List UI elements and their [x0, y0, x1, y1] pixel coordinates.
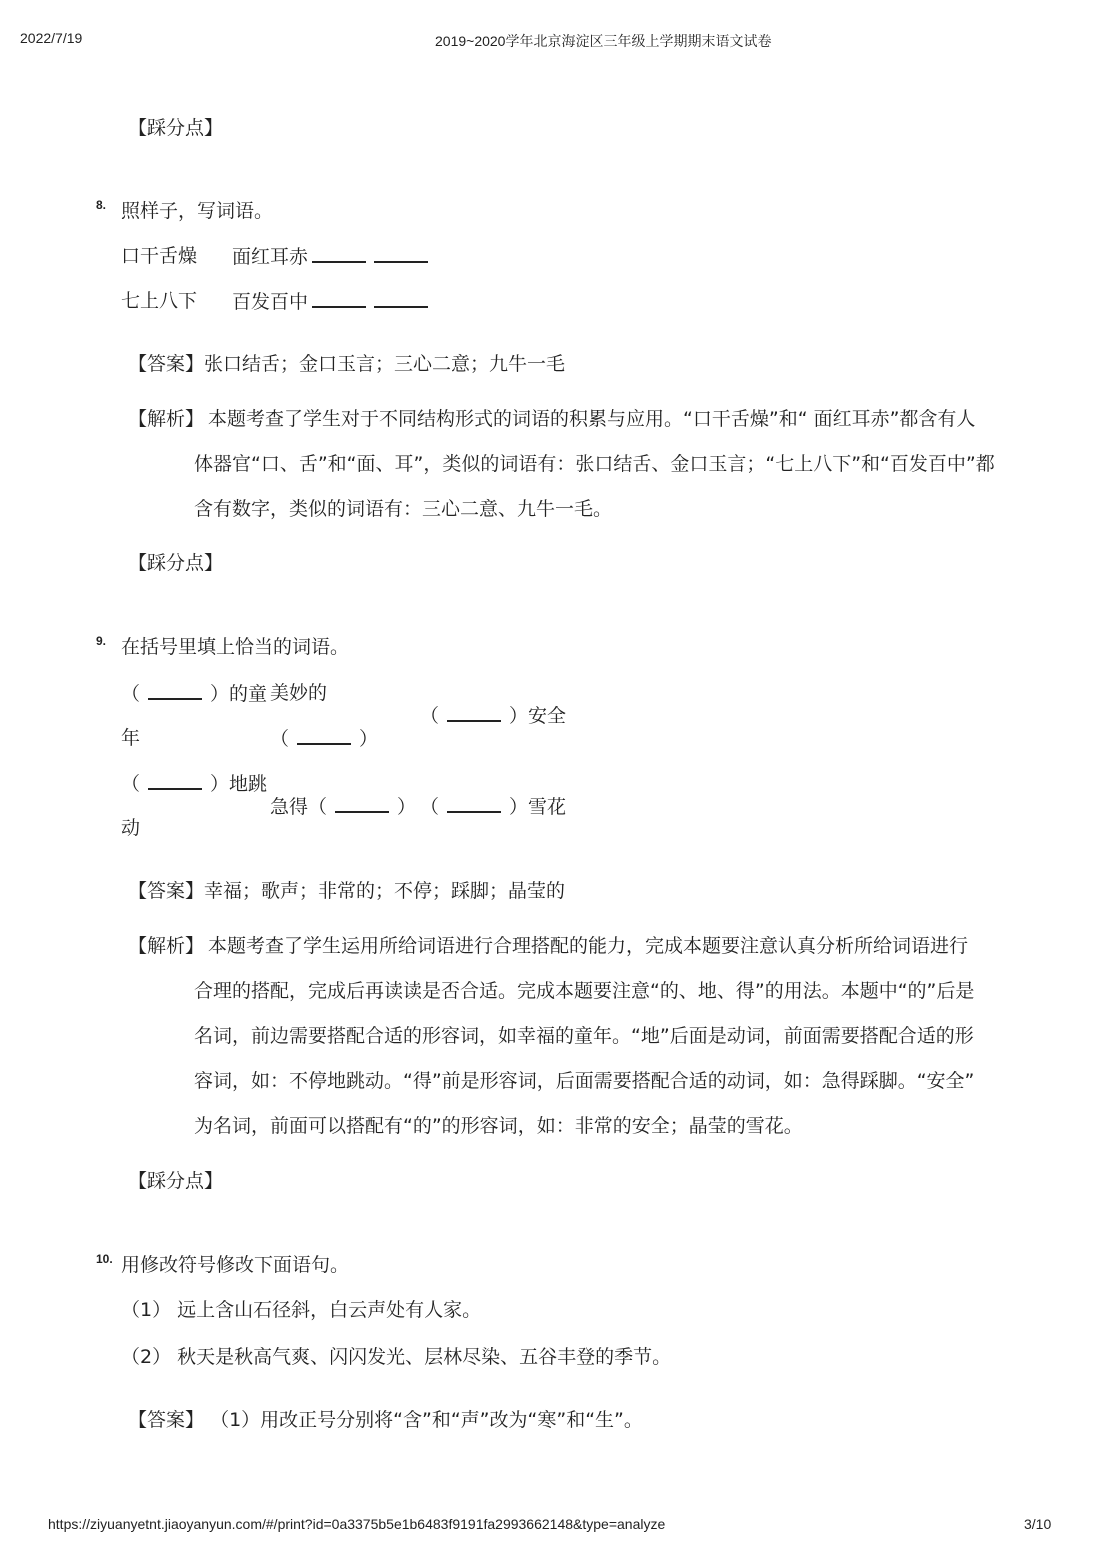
answer-row [128, 878, 565, 904]
page-url: https://ziyuanyetnt.jiaoyanyun.com/#/print?id=0a3375b5e1b6483f9191fa2993662148&type=analyze [48, 1516, 666, 1532]
analysis-line: 本题考查了学生对于不同结构形式的词语的积累与应用。“口干舌燥”和“ 面红耳赤”都含有人 [208, 408, 976, 430]
analysis-label: 【解析】 [128, 408, 205, 430]
fill-item-text: ）雪花 [509, 796, 567, 818]
sub-question-text: 秋天是秋高气爽、闪闪发光、层林尽染、五谷丰登的季节。 [177, 1346, 672, 1368]
fill-item [121, 680, 267, 707]
fill-item-wrap: 动 [121, 817, 141, 839]
question-prompt: 照样子，写词语。 [121, 200, 274, 222]
answer-blank[interactable] [374, 288, 428, 308]
given-word-text: 面红耳赤 [232, 246, 309, 268]
analysis-line: 为名词，前面可以搭配有“的”的形容词，如：非常的安全；晶莹的雪花。 [194, 1115, 803, 1137]
answer-blank[interactable] [335, 793, 389, 813]
answer-blank[interactable] [312, 288, 366, 308]
analysis-line: 含有数字，类似的词语有：三心二意、九牛一毛。 [194, 498, 613, 520]
fill-item-text: ）安全 [509, 705, 567, 727]
answer-text: 用改正号分别将“含”和“声”改为“寒”和“生”。 [260, 1409, 643, 1431]
fill-item-text: 美妙的 [270, 682, 328, 704]
answer-blank[interactable] [148, 680, 202, 700]
page-number: 3/10 [1024, 1516, 1052, 1532]
sub-question [121, 1344, 671, 1370]
score-point-label: 【踩分点】 [128, 552, 224, 574]
fill-item-wrap: 年 [121, 727, 141, 749]
analysis-line: 容词，如：不停地跳动。“得”前是形容词，后面需要搭配合适的动词，如：急得踩脚。“安全” [194, 1070, 975, 1092]
given-word-text: 百发百中 [232, 291, 309, 313]
document-title: 2019~2020学年北京海淀区三年级上学期期末语文试卷 [435, 33, 772, 49]
answer-blank[interactable] [447, 793, 501, 813]
given-word [232, 288, 432, 315]
fill-item [420, 702, 566, 729]
question-number: 9. [96, 634, 107, 648]
answer-text: 张口结舌；金口玉言；三心二意；九牛一毛 [204, 353, 566, 375]
fill-item-text: ）地跳 [210, 773, 268, 795]
sub-question [121, 1297, 481, 1323]
example-word: 口干舌燥 [121, 245, 198, 267]
answer-label: 【答案】 [128, 353, 205, 375]
sub-question-number: （2） [121, 1346, 172, 1368]
close-paren: ） [359, 728, 379, 750]
answer-row [128, 1407, 643, 1433]
open-paren: （ [121, 773, 141, 795]
open-paren: （ [420, 705, 440, 727]
fill-item [121, 770, 267, 797]
fill-item [420, 793, 566, 820]
fill-item [270, 725, 378, 752]
analysis-line: 体器官“口、舌”和“面、耳”，类似的词语有：张口结舌、金口玉言；“七上八下”和“百发百中”都 [194, 453, 995, 475]
analysis-label: 【解析】 [128, 935, 205, 957]
score-point-label: 【踩分点】 [128, 1170, 224, 1192]
question-prompt: 用修改符号修改下面语句。 [121, 1254, 350, 1276]
answer-blank[interactable] [447, 702, 501, 722]
answer-text: 幸福；歌声；非常的；不停；踩脚；晶莹的 [204, 880, 566, 902]
sub-question-number: （1） [121, 1299, 172, 1321]
answer-blank[interactable] [297, 725, 351, 745]
open-paren: （ [270, 728, 290, 750]
question-number: 8. [96, 198, 107, 212]
fill-item [270, 793, 416, 820]
open-paren: （ [420, 796, 440, 818]
example-word: 七上八下 [121, 290, 198, 312]
answer-label: 【答案】 [128, 1409, 205, 1431]
answer-sub-number: （1） [210, 1409, 261, 1431]
analysis-line: 名词，前边需要搭配合适的形容词，如幸福的童年。“地”后面是动词，前面需要搭配合适的形 [194, 1025, 974, 1047]
answer-blank[interactable] [312, 243, 366, 263]
question-number: 10. [96, 1252, 113, 1266]
analysis-line: 本题考查了学生运用所给词语进行合理搭配的能力，完成本题要注意认真分析所给词语进行 [208, 935, 969, 957]
given-word [232, 243, 432, 270]
fill-item-text: ）的童 [210, 683, 268, 705]
print-date: 2022/7/19 [20, 30, 83, 46]
score-point-label: 【踩分点】 [128, 117, 224, 139]
analysis-line: 合理的搭配，完成后再读读是否合适。完成本题要注意“的、地、得”的用法。本题中“的”后是 [194, 980, 975, 1002]
answer-blank[interactable] [374, 243, 428, 263]
question-prompt: 在括号里填上恰当的词语。 [121, 636, 350, 658]
open-paren: （ [121, 683, 141, 705]
fill-item-text: 急得（ [270, 796, 328, 818]
answer-row [128, 351, 565, 377]
close-paren: ） [397, 796, 417, 818]
answer-blank[interactable] [148, 770, 202, 790]
sub-question-text: 远上含山石径斜，白云声处有人家。 [177, 1299, 482, 1321]
answer-label: 【答案】 [128, 880, 205, 902]
